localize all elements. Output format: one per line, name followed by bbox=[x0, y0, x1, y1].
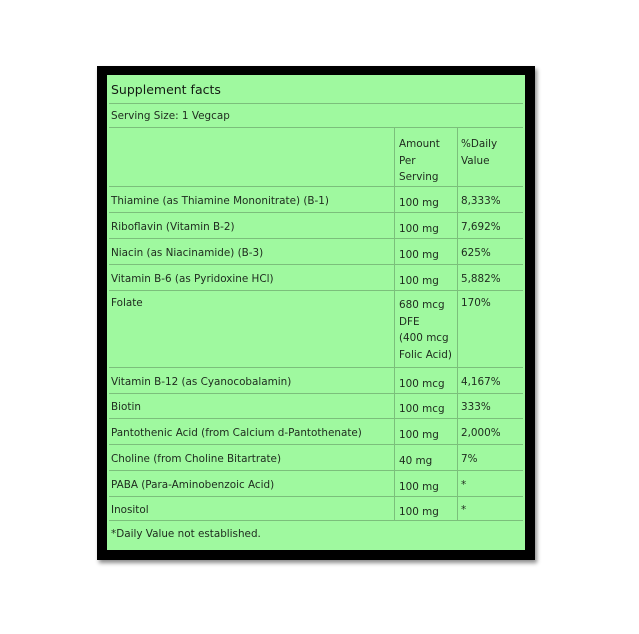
nutrient-daily-value: 5,882% bbox=[461, 273, 501, 285]
divider bbox=[109, 444, 523, 445]
divider bbox=[109, 393, 523, 394]
nutrient-amount: 680 mcg DFE (400 mcg Folic Acid) bbox=[399, 299, 452, 361]
nutrient-amount: 100 mcg bbox=[399, 403, 445, 415]
divider bbox=[109, 238, 523, 239]
daily-value-footnote: *Daily Value not established. bbox=[111, 528, 261, 540]
nutrient-amount: 40 mg bbox=[399, 455, 433, 467]
nutrient-name: PABA (Para-Aminobenzoic Acid) bbox=[111, 479, 275, 491]
column-divider bbox=[394, 128, 395, 520]
nutrient-amount: 100 mg bbox=[399, 223, 439, 235]
nutrient-amount: 100 mg bbox=[399, 481, 439, 493]
supplement-facts-panel bbox=[107, 75, 525, 550]
divider bbox=[109, 470, 523, 471]
nutrient-name: Choline (from Choline Bitartrate) bbox=[111, 453, 282, 465]
label-frame bbox=[97, 66, 535, 560]
nutrient-amount: 100 mg bbox=[399, 197, 439, 209]
divider bbox=[109, 127, 523, 128]
divider bbox=[109, 186, 523, 187]
nutrient-name: Vitamin B-12 (as Cyanocobalamin) bbox=[111, 376, 292, 388]
nutrient-daily-value: 7,692% bbox=[461, 221, 501, 233]
nutrient-daily-value: 333% bbox=[461, 401, 491, 413]
nutrient-name: Biotin bbox=[111, 401, 141, 413]
divider bbox=[109, 520, 523, 521]
nutrient-daily-value: * bbox=[461, 479, 467, 491]
nutrient-daily-value: 7% bbox=[461, 453, 478, 465]
nutrient-amount: 100 mcg bbox=[399, 378, 445, 390]
divider bbox=[109, 496, 523, 497]
nutrient-amount: 100 mg bbox=[399, 506, 439, 518]
nutrient-name: Inositol bbox=[111, 504, 149, 516]
nutrient-name: Niacin (as Niacinamide) (B-3) bbox=[111, 247, 264, 259]
header-amount-per-serving: Amount Per Serving bbox=[399, 138, 440, 183]
nutrient-name: Folate bbox=[111, 297, 143, 309]
divider bbox=[109, 212, 523, 213]
nutrient-name: Vitamin B-6 (as Pyridoxine HCl) bbox=[111, 273, 274, 285]
serving-size: Serving Size: 1 Vegcap bbox=[111, 110, 230, 122]
nutrient-daily-value: 170% bbox=[461, 297, 491, 309]
divider bbox=[109, 264, 523, 265]
nutrient-daily-value: * bbox=[461, 504, 467, 516]
nutrient-amount: 100 mg bbox=[399, 275, 439, 287]
nutrient-name: Pantothenic Acid (from Calcium d-Pantothenate) bbox=[111, 427, 362, 439]
divider bbox=[109, 418, 523, 419]
nutrient-name: Riboflavin (Vitamin B-2) bbox=[111, 221, 235, 233]
nutrient-amount: 100 mg bbox=[399, 249, 439, 261]
divider bbox=[109, 290, 523, 291]
header-daily-value: %Daily Value bbox=[461, 138, 498, 167]
panel-title: Supplement facts bbox=[111, 82, 221, 97]
nutrient-amount: 100 mg bbox=[399, 429, 439, 441]
nutrient-name: Thiamine (as Thiamine Mononitrate) (B-1) bbox=[111, 195, 329, 207]
nutrient-daily-value: 8,333% bbox=[461, 195, 501, 207]
nutrient-daily-value: 4,167% bbox=[461, 376, 501, 388]
nutrient-daily-value: 625% bbox=[461, 247, 491, 259]
nutrient-daily-value: 2,000% bbox=[461, 427, 501, 439]
divider bbox=[109, 367, 523, 368]
divider bbox=[109, 103, 523, 104]
